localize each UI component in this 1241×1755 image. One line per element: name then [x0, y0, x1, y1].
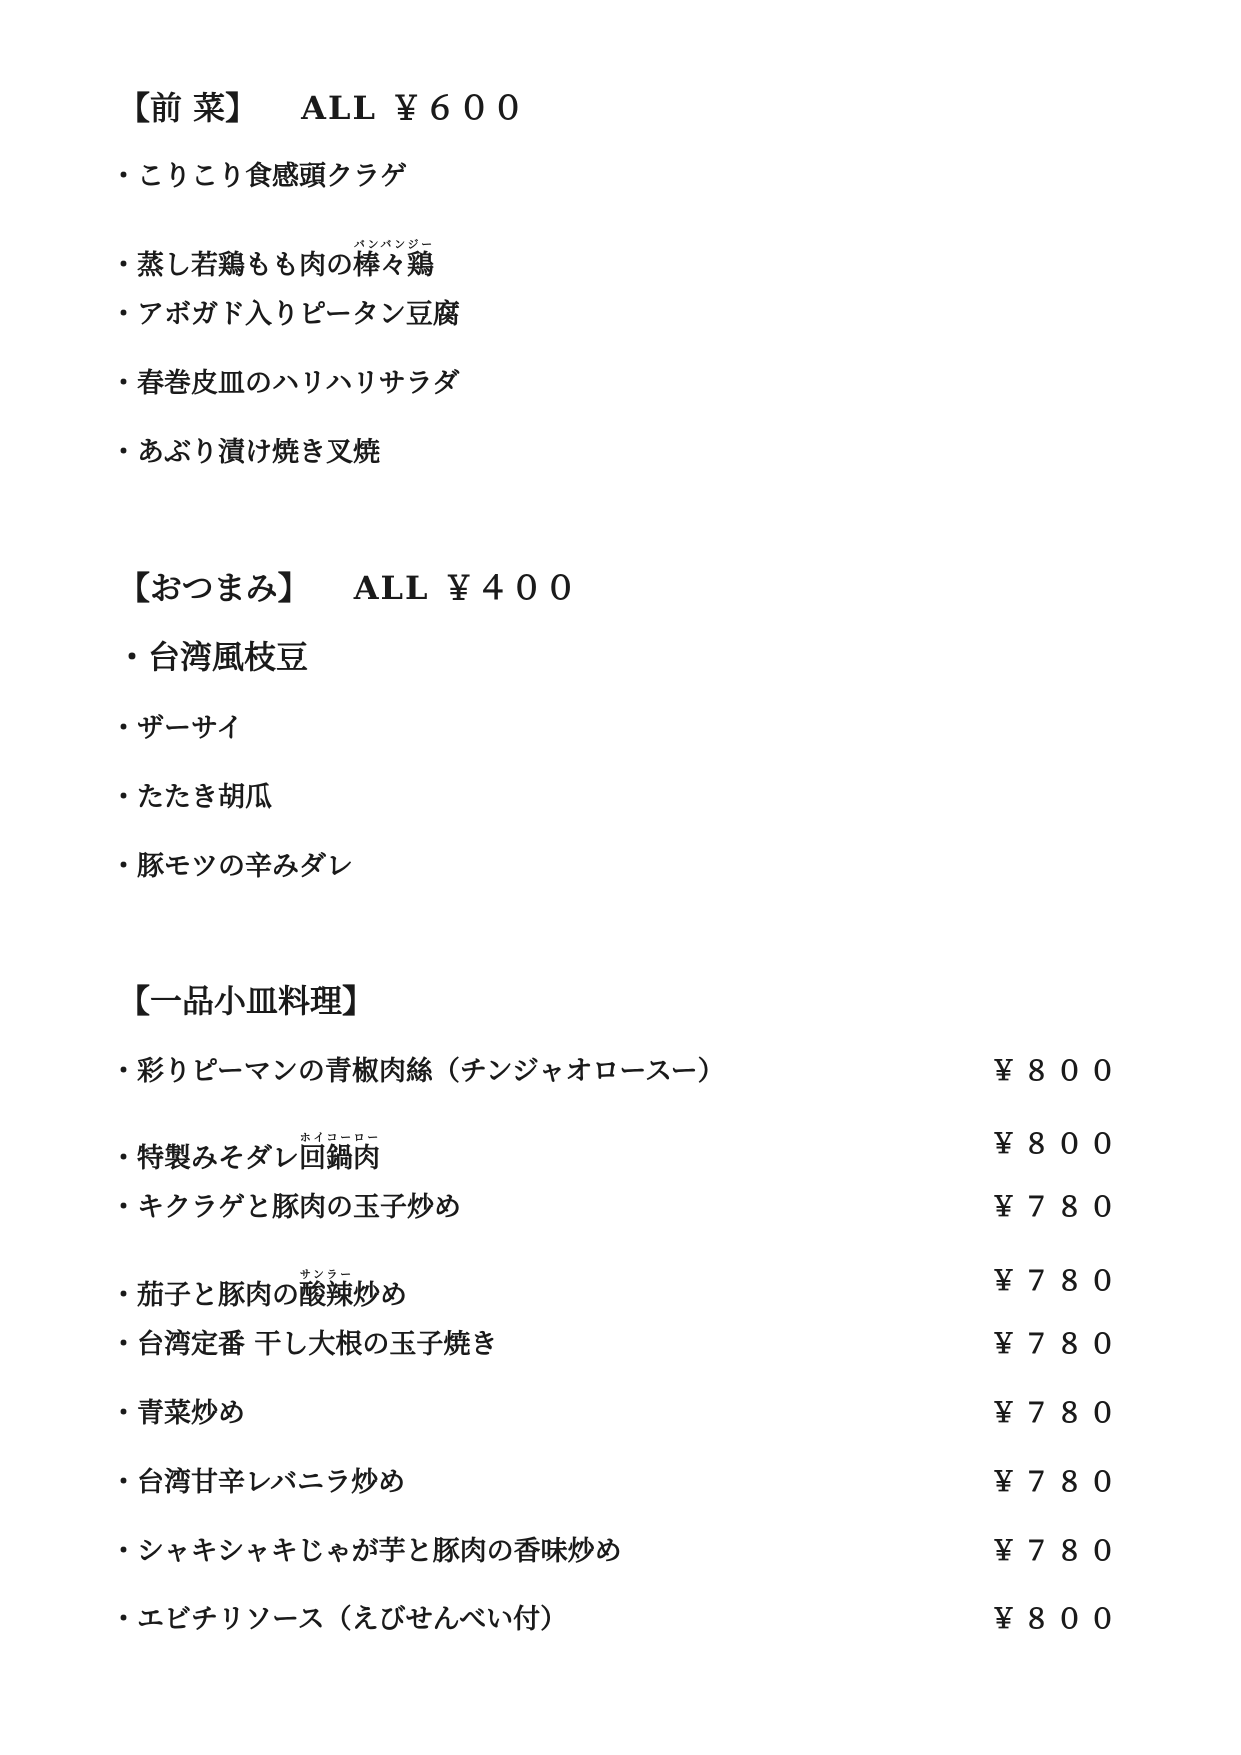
ruby-base: 回鍋肉 [299, 1143, 380, 1174]
menu-item-prefix: ・茄子と豚肉の [110, 1280, 299, 1311]
menu-item-price: ￥７８０ [990, 1467, 1122, 1498]
menu-item: ・台湾甘辛レバニラ炒め [110, 1467, 406, 1498]
menu-item-price: ￥７８０ [990, 1536, 1122, 1567]
menu-item: ・台湾定番 干し大根の玉子焼き [110, 1329, 498, 1360]
menu-item: ・彩りピーマンの青椒肉絲（チンジャオロースー） [110, 1056, 725, 1087]
section-header-otsumami [118, 569, 579, 607]
menu-item: ・豚モツの辛みダレ [110, 851, 353, 882]
menu-item-price: ￥８００ [990, 1604, 1122, 1635]
menu-item-price: ￥８００ [990, 1056, 1122, 1087]
menu-item-ruby-word [353, 238, 434, 281]
menu-item-ruby-word [299, 1268, 353, 1311]
menu-item-price: ￥７８０ [990, 1266, 1122, 1297]
menu-item: ・青菜炒め [110, 1398, 245, 1429]
menu-item: ・エビチリソース（えびせんべい付） [110, 1604, 568, 1635]
menu-item-price: ￥７８０ [990, 1329, 1122, 1360]
menu-item [110, 238, 434, 279]
menu-item-suffix: 炒め [353, 1280, 407, 1311]
menu-item: ・シャキシャキじゃが芋と豚肉の香味炒め [110, 1536, 622, 1567]
menu-item: ・あぶり漬け焼き叉焼 [110, 437, 380, 468]
ruby-reading: サンラー [299, 1268, 353, 1281]
section-header-ippin [118, 982, 375, 1020]
menu-item-ruby-word [299, 1131, 380, 1174]
menu-item-prefix: ・蒸し若鶏もも肉の [110, 250, 353, 281]
menu-item-price: ￥７８０ [990, 1398, 1122, 1429]
menu-item: ・春巻皮皿のハリハリサラダ [110, 368, 460, 399]
menu-item: ・台湾風枝豆 [116, 638, 309, 676]
menu-item: ・アボガド入りピータン豆腐 [110, 299, 460, 330]
section-title: 【前 菜】 [118, 89, 258, 127]
menu-item [110, 1268, 407, 1309]
menu-item: ・キクラゲと豚肉の玉子炒め [110, 1192, 461, 1223]
section-price-all: ALL ￥４００ [353, 569, 579, 607]
menu-item-prefix: ・特製みそダレ [110, 1143, 299, 1174]
menu-item-price: ￥７８０ [990, 1192, 1122, 1223]
menu-item: ・こりこり食感頭クラゲ [110, 161, 407, 192]
ruby-base: 棒々鶏 [353, 250, 434, 281]
section-price-all: ALL ￥６００ [301, 89, 527, 127]
section-header-zensai [118, 89, 527, 127]
ruby-base: 酸辣 [299, 1280, 353, 1311]
ruby-reading: バンバンジー [353, 238, 434, 251]
menu-item: ・たたき胡瓜 [110, 782, 272, 813]
menu-item-price: ￥８００ [990, 1129, 1122, 1160]
ruby-reading: ホイコーロー [299, 1131, 380, 1144]
menu-item: ・ザーサイ [110, 713, 244, 744]
menu-item [110, 1131, 380, 1172]
section-title: 【一品小皿料理】 [118, 982, 375, 1020]
section-title: 【おつまみ】 [118, 569, 310, 607]
